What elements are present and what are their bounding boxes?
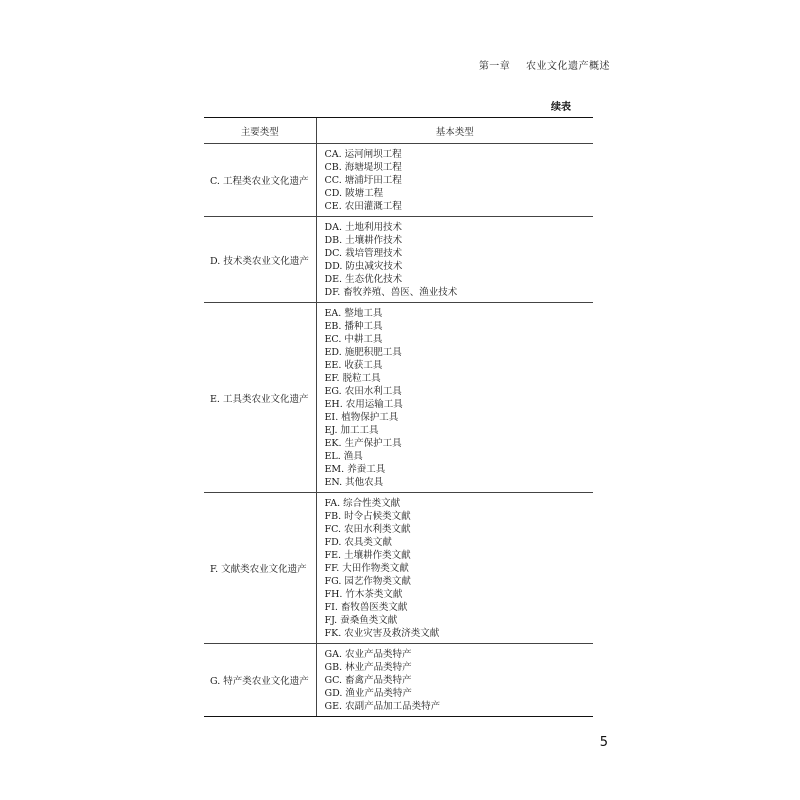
basic-type-cell: [316, 493, 593, 644]
main-type-cell: E. 工具类农业文化遗产: [204, 303, 316, 493]
basic-type-item: CC. 塘浦圩田工程: [324, 175, 402, 186]
basic-type-item: EI. 植物保护工具: [324, 412, 399, 423]
basic-type-item: FE. 土壤耕作类文献: [324, 550, 411, 561]
basic-type-item: FJ. 蚕桑鱼类文献: [324, 615, 398, 626]
basic-type-cell: [316, 217, 593, 303]
running-head-chapter: 第一章: [478, 61, 511, 72]
basic-type-item: FI. 畜牧兽医类文献: [324, 602, 408, 613]
basic-type-item: EF. 脱粒工具: [324, 373, 381, 384]
basic-type-item: EM. 养蚕工具: [324, 464, 386, 475]
basic-type-item: GC. 畜禽产品类特产: [324, 675, 412, 686]
basic-type-item: FF. 大田作物类文献: [324, 563, 409, 574]
table-row: [204, 644, 593, 717]
main-type-cell: C. 工程类农业文化遗产: [204, 144, 316, 217]
basic-type-cell: [316, 303, 593, 493]
basic-type-item: GB. 林业产品类特产: [324, 662, 412, 673]
running-head: [479, 57, 610, 72]
main-type-cell: F. 文献类农业文化遗产: [204, 493, 316, 644]
basic-type-item: GD. 渔业产品类特产: [324, 688, 412, 699]
basic-type-item: CD. 陂塘工程: [324, 188, 384, 199]
basic-type-item: EN. 其他农具: [324, 477, 384, 488]
basic-type-item: EK. 生产保护工具: [324, 438, 402, 449]
header-main-type: 主要类型: [204, 118, 316, 144]
basic-type-item: EG. 农田水利工具: [324, 386, 402, 397]
table-continued-label: 续表: [551, 102, 571, 113]
basic-type-item: FK. 农业灾害及救济类文献: [324, 628, 440, 639]
basic-type-item: EC. 中耕工具: [324, 334, 383, 345]
running-head-title: 农业文化遗产概述: [526, 61, 610, 72]
basic-type-item: EH. 农用运输工具: [324, 399, 403, 410]
table-row: [204, 303, 593, 493]
basic-type-item: CB. 海塘堤坝工程: [324, 162, 402, 173]
basic-type-item: FG. 园艺作物类文献: [324, 576, 411, 587]
basic-type-item: DF. 畜牧养殖、兽医、渔业技术: [324, 287, 458, 298]
basic-type-item: CA. 运河闸坝工程: [324, 149, 402, 160]
basic-type-item: DE. 生态优化技术: [324, 274, 403, 285]
header-basic-type: 基本类型: [316, 118, 593, 144]
basic-type-item: EE. 收获工具: [324, 360, 383, 371]
basic-type-item: DA. 土地利用技术: [324, 222, 403, 233]
table-row: [204, 493, 593, 644]
basic-type-cell: [316, 144, 593, 217]
main-type-cell: G. 特产类农业文化遗产: [204, 644, 316, 717]
basic-type-item: DD. 防虫减灾技术: [324, 261, 403, 272]
basic-type-item: EB. 播种工具: [324, 321, 383, 332]
basic-type-item: GA. 农业产品类特产: [324, 649, 412, 660]
basic-type-item: FD. 农具类文献: [324, 537, 392, 548]
basic-type-item: EJ. 加工工具: [324, 425, 379, 436]
basic-type-item: EL. 渔具: [324, 451, 363, 462]
heritage-classification-table: [204, 117, 593, 717]
basic-type-item: FA. 综合性类文献: [324, 498, 401, 509]
table-row: [204, 144, 593, 217]
basic-type-item: ED. 施肥积肥工具: [324, 347, 402, 358]
basic-type-item: CE. 农田灌溉工程: [324, 201, 402, 212]
basic-type-item: FB. 时令占候类文献: [324, 511, 411, 522]
basic-type-item: EA. 整地工具: [324, 308, 383, 319]
page-number: 5: [599, 735, 608, 750]
basic-type-item: FH. 竹木茶类文献: [324, 589, 403, 600]
basic-type-item: GE. 农副产品加工品类特产: [324, 701, 441, 712]
basic-type-cell: [316, 644, 593, 717]
table-header-row: [204, 118, 593, 144]
basic-type-item: DC. 栽培管理技术: [324, 248, 403, 259]
table-body: [204, 144, 593, 717]
main-type-cell: D. 技术类农业文化遗产: [204, 217, 316, 303]
basic-type-item: DB. 土壤耕作技术: [324, 235, 403, 246]
basic-type-item: FC. 农田水利类文献: [324, 524, 411, 535]
table-row: [204, 217, 593, 303]
